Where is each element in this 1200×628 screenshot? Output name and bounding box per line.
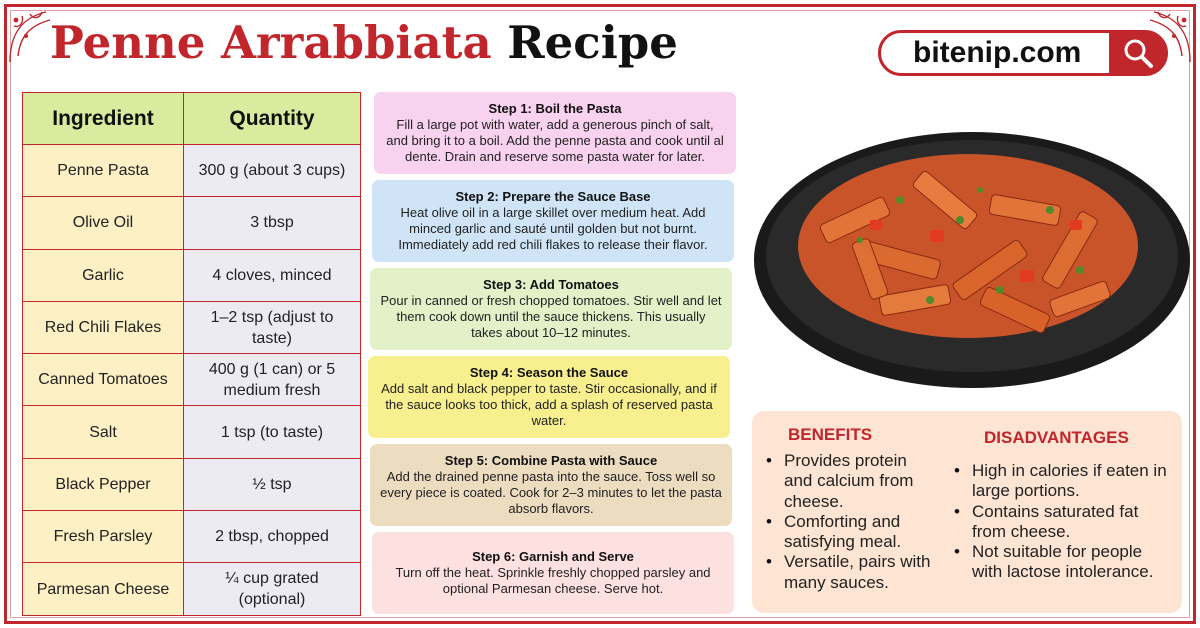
search-icon [1121,36,1155,70]
ingredient-cell: Olive Oil [23,197,184,249]
step-title: Step 1: Boil the Pasta [488,101,622,116]
step-title: Step 2: Prepare the Sauce Base [455,189,651,204]
table-row [23,301,361,353]
quantity-cell: 300 g (about 3 cups) [184,145,361,197]
ingredients-table [22,92,361,616]
step-text: Fill a large pot with water, add a generous pinch of salt, and bring it to a boil. Add the penne pasta and cook until al dente. Drain and reserve some pasta water for later. [386,117,724,164]
list-item: • High in calories if eaten in large portions. [952,461,1170,502]
title-recipe: Recipe [507,16,678,69]
list-item: • Provides protein and calcium from cheese. [764,451,936,512]
quantity-cell: 4 cloves, minced [184,249,361,301]
ingredient-cell: Penne Pasta [23,145,184,197]
step-text: Turn off the heat. Sprinkle freshly chopped parsley and optional Parmesan cheese. Serve hot. [395,565,711,596]
step-text: Pour in canned or fresh chopped tomatoes. Stir well and let them cook down until the sauce thickens. This usually takes about 10–12 minutes. [380,293,722,340]
step-card-5 [370,444,732,526]
table-header-row [23,93,361,145]
site-search-badge[interactable] [878,30,1168,76]
disadvantages-heading: DISADVANTAGES [984,428,1129,447]
table-row [23,354,361,406]
step-text: Add the drained penne pasta into the sauce. Toss well so every piece is coated. Cook for 2–3 minutes to let the pasta absorb flavors. [380,469,722,516]
step-card-1 [374,92,736,174]
column-header-ingredient: Ingredient [23,93,184,145]
table-row [23,197,361,249]
column-header-quantity: Quantity [184,93,361,145]
ingredient-cell: Salt [23,406,184,458]
disadvantages-list [952,461,1170,583]
step-card-4 [368,356,730,438]
ingredient-cell: Black Pepper [23,458,184,510]
step-text: Heat olive oil in a large skillet over medium heat. Add minced garlic and sauté until golden but not burnt. Immediately add red chili flakes to release their flavor. [398,205,708,252]
title-dish: Penne Arrabbiata [50,16,492,69]
step-card-2 [372,180,734,262]
site-name: bitenip.com [913,36,1082,69]
table-row [23,406,361,458]
step-title: Step 4: Season the Sauce [469,365,629,380]
ingredient-cell: Red Chili Flakes [23,301,184,353]
quantity-cell: 1–2 tsp (adjust to taste) [184,301,361,353]
quantity-cell: 3 tbsp [184,197,361,249]
list-item: • Contains saturated fat from cheese. [952,502,1170,543]
quantity-cell: 400 g (1 can) or 5 medium fresh [184,354,361,406]
list-item: • Versatile, pairs with many sauces. [764,552,936,593]
benefits-list [764,451,936,593]
step-card-6 [372,532,734,614]
table-row [23,458,361,510]
step-title: Step 6: Garnish and Serve [472,549,634,564]
quantity-cell: ½ tsp [184,458,361,510]
quantity-cell: 2 tbsp, chopped [184,511,361,563]
step-text: Add salt and black pepper to taste. Stir occasionally, and if the sauce looks too thick, add a splash of reserved pasta water. [381,381,717,428]
search-button[interactable] [1109,31,1167,75]
quantity-cell: 1 tsp (to taste) [184,406,361,458]
pasta-bowl-image [750,100,1192,400]
ingredient-cell: Garlic [23,249,184,301]
table-row [23,249,361,301]
step-title: Step 3: Add Tomatoes [483,277,619,292]
step-card-3 [370,268,732,350]
list-item: • Comforting and satisfying meal. [764,512,936,553]
benefits-heading: BENEFITS [788,425,873,444]
table-row [23,145,361,197]
step-title: Step 5: Combine Pasta with Sauce [444,453,658,468]
ingredient-cell: Canned Tomatoes [23,354,184,406]
ingredient-cell: Parmesan Cheese [23,563,184,615]
list-item: • Not suitable for people with lactose intolerance. [952,542,1170,583]
quantity-cell: ¼ cup grated (optional) [184,563,361,615]
table-row [23,563,361,615]
benefits-disadvantages-panel [752,411,1182,613]
page-title [50,14,678,72]
ingredient-cell: Fresh Parsley [23,511,184,563]
table-row [23,511,361,563]
